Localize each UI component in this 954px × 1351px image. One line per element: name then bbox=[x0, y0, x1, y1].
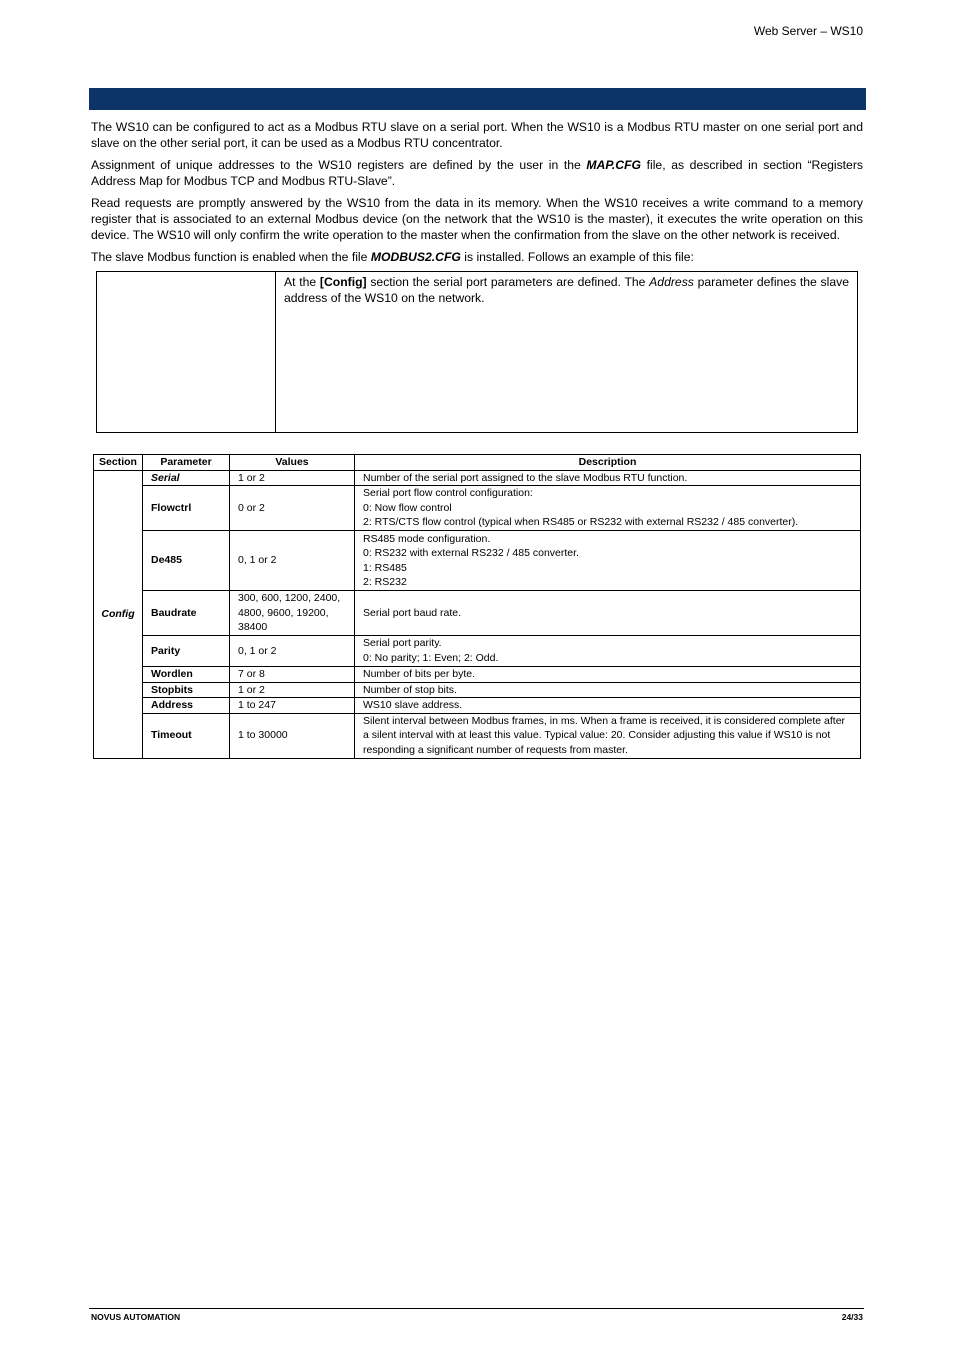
paragraph-enable: The slave Modbus function is enabled when the file MODBUS2.CFG is installed. Follows an example of this file: bbox=[91, 250, 694, 264]
description-cell bbox=[355, 713, 861, 758]
values-cell bbox=[230, 666, 355, 682]
description-line: Silent interval between Modbus frames, in ms. When a frame is received, it is considered complete after a silent interval with at least this value. Typical value: 20. Consider adjusting this value if WS10 is not responding a significant number of requests from master. bbox=[363, 714, 846, 757]
values-cell bbox=[230, 682, 355, 698]
table-row bbox=[94, 666, 861, 682]
description-line: 0: RS232 with external RS232 / 485 converter. bbox=[363, 547, 579, 560]
paragraph-assignment: Assignment of unique addresses to the WS10 registers are defined by the user in the MAP.CFG file, as described in section “Registers Address Map for Modbus TCP and Modbus RTU-Slave”. bbox=[91, 158, 863, 188]
section-title-bar bbox=[89, 88, 866, 110]
description-line: 1: RS485 bbox=[363, 561, 407, 574]
paragraph-intro: The WS10 can be configured to act as a Modbus RTU slave on a serial port. When the WS10 is a Modbus RTU master on one serial port and slave on the other serial port, it can be used as a Modbus RTU concentrator. bbox=[91, 120, 863, 150]
values-cell bbox=[230, 486, 355, 531]
values-cell bbox=[230, 591, 355, 636]
table-row bbox=[94, 470, 861, 486]
description-line: 2: RS232 bbox=[363, 576, 407, 589]
header-parameter: Parameter bbox=[143, 455, 230, 471]
values-cell bbox=[230, 635, 355, 666]
file-name-modbus2-cfg: MODBUS2.CFG bbox=[370, 250, 461, 264]
page-header-title: Web Server – WS10 bbox=[753, 24, 863, 38]
values-line: 300, 600, 1200, 2400, bbox=[238, 592, 341, 605]
values-line: 1 to 247 bbox=[238, 699, 276, 712]
description-line: 0: No parity; 1: Even; 2: Odd. bbox=[363, 651, 499, 664]
values-line: 0, 1 or 2 bbox=[238, 554, 277, 567]
footer-page-number: 24/33 bbox=[841, 1312, 863, 1322]
description-cell bbox=[355, 682, 861, 698]
values-line: 1 or 2 bbox=[238, 471, 265, 484]
values-line: 38400 bbox=[238, 621, 268, 634]
description-line: Number of bits per byte. bbox=[363, 667, 476, 680]
parameter-cell: Address bbox=[143, 698, 230, 714]
footer-company: NOVUS AUTOMATION bbox=[91, 1312, 181, 1322]
table-row bbox=[94, 682, 861, 698]
description-cell bbox=[355, 470, 861, 486]
body-text bbox=[91, 119, 863, 271]
parameter-cell: Baudrate bbox=[143, 591, 230, 636]
description-line: Serial port parity. bbox=[363, 637, 442, 650]
values-line: 4800, 9600, 19200, bbox=[238, 606, 329, 619]
header-section: Section bbox=[94, 455, 143, 471]
description-line: Serial port baud rate. bbox=[363, 606, 462, 619]
description-cell bbox=[355, 635, 861, 666]
parameter-cell: Flowctrl bbox=[143, 486, 230, 531]
parameter-cell: Wordlen bbox=[143, 666, 230, 682]
table-row bbox=[94, 713, 861, 758]
paragraph-read-requests: Read requests are promptly answered by the WS10 from the data in its memory. When the WS10 receives a write command to a memory register that is associated to an external Modbus device (on the network that the WS10 is the master), it executes the write operation on this device. The WS10 will only confirm the write operation to the master when the confirmation from the slave on the other network is received. bbox=[91, 196, 863, 242]
table-header-row bbox=[94, 455, 861, 471]
parameter-cell: Serial bbox=[143, 470, 230, 486]
table-row bbox=[94, 591, 861, 636]
values-line: 0, 1 or 2 bbox=[238, 644, 277, 657]
description-cell bbox=[355, 666, 861, 682]
values-cell bbox=[230, 531, 355, 591]
example-explanation: At the [Config] section the serial port parameters are defined. The Address parameter defines the slave address of the WS10 on the network. bbox=[284, 275, 850, 305]
table-body bbox=[94, 470, 861, 758]
description-line: Number of the serial port assigned to the slave Modbus RTU function. bbox=[363, 471, 688, 484]
description-cell bbox=[355, 698, 861, 714]
description-cell bbox=[355, 486, 861, 531]
description-cell bbox=[355, 591, 861, 636]
table-row bbox=[94, 486, 861, 531]
example-file-content bbox=[97, 272, 276, 432]
description-line: RS485 mode configuration. bbox=[363, 532, 491, 545]
parameter-cell: Timeout bbox=[143, 713, 230, 758]
values-line: 1 to 30000 bbox=[238, 729, 288, 742]
header-description: Description bbox=[355, 455, 861, 471]
values-cell bbox=[230, 713, 355, 758]
parameter-cell: De485 bbox=[143, 531, 230, 591]
values-cell bbox=[230, 698, 355, 714]
table-row bbox=[94, 635, 861, 666]
values-line: 1 or 2 bbox=[238, 683, 265, 696]
section-cell: Config bbox=[94, 470, 143, 758]
description-line: 2: RTS/CTS flow control (typical when RS485 or RS232 with external RS232 / 485 converter). bbox=[363, 516, 799, 529]
parameter-cell: Parity bbox=[143, 635, 230, 666]
example-file-box bbox=[96, 271, 858, 433]
description-cell bbox=[355, 531, 861, 591]
parameters-table bbox=[93, 454, 861, 759]
table-row bbox=[94, 698, 861, 714]
file-name-map-cfg: MAP.CFG bbox=[586, 158, 642, 172]
description-line: Serial port flow control configuration: bbox=[363, 487, 533, 500]
values-cell bbox=[230, 470, 355, 486]
values-line: 0 or 2 bbox=[238, 501, 265, 514]
description-line: 0: Now flow control bbox=[363, 501, 452, 514]
table-row bbox=[94, 531, 861, 591]
footer-rule bbox=[89, 1308, 864, 1309]
values-line: 7 or 8 bbox=[238, 667, 265, 680]
header-values: Values bbox=[230, 455, 355, 471]
parameter-cell: Stopbits bbox=[143, 682, 230, 698]
description-line: WS10 slave address. bbox=[363, 699, 463, 712]
description-line: Number of stop bits. bbox=[363, 683, 457, 696]
